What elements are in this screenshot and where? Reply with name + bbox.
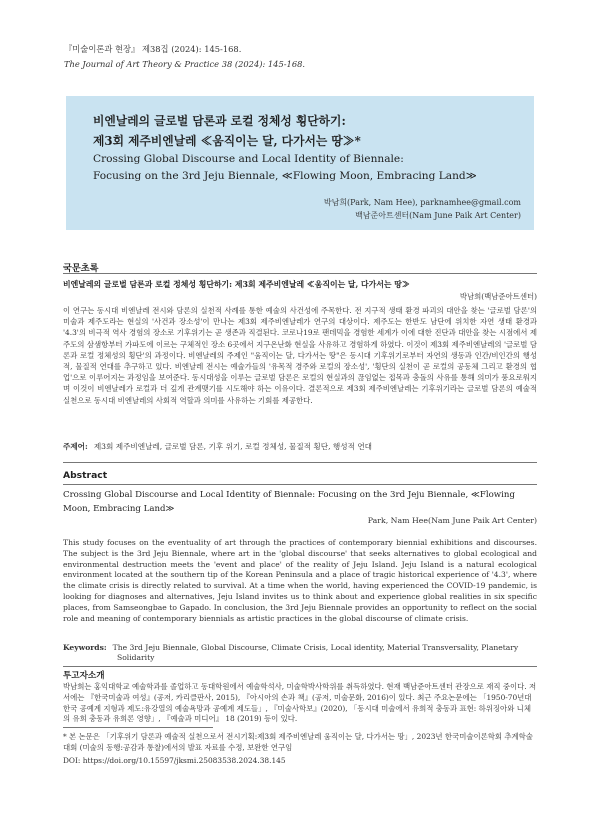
korean-abstract-affiliation: 박남희(백남준아트센터) — [459, 292, 537, 301]
english-abstract-body: This study focuses on the eventuality of art through the practices of contemporary biennial exhibitions and discourses. The subject is the 3rd Jeju Biennale, where art in the 'global discourse' that seeks alternatives to global ecological and environmental destruction meets the 'event and place' of the reality of Jeju Island. Jeju Island is a natural ecological environment located at the southern tip of the Korean Peninsula and a place of tragic historical experience of '4.3', where the climate crisis is directly related to survival. At a time when the world, having experienced the COVID-19 pandemic, is looking for diagnoses and alternatives, Jeju Island invites us to think about and experience global realities in six specific places, from Samseongbae to Gapado. In conclusion, the 3rd Jeju Biennale provides an opportunity to reflect on the social role and meaning of contemporary biennials as artistic practices in the global discourse of climate crisis. — [63, 538, 537, 623]
english-keywords — [63, 643, 537, 664]
title-en-line2: Focusing on the 3rd Jeju Biennale, ≪Flowing Moon, Embracing Land≫ — [93, 170, 477, 182]
divider — [63, 484, 537, 485]
keywords-list: The 3rd Jeju Biennale, Global Discourse, Climate Crisis, Local identity, Material Transversality, Planetary Solidarity — [112, 643, 519, 663]
korean-abstract-body: 이 연구는 동시대 비엔날레 전시와 담론의 실천적 사례를 통한 예술의 사건성에 주목한다. 전 지구적 생태 환경 파괴의 대안을 찾는 '글로벌 담론'의 미술과 제주도라는 현실의 '사건과 장소성'이 만나는 제3회 제주비엔날레가 연구의 대상이다. 제주도는 한반도 남단에 위치한 자연 생태 환경과 '4.3'의 비극적 역사 경험의 장소로 기후위기는 곧 생존과 직결된다. 코로나19로 팬데믹을 경험한 세계가 이에 대한 진단과 대안을 찾는 시점에서 제주도의 삼샘항부터 가파도에 이르는 구체적인 장소 6곳에서 지구온난화 현실을 사유하고 경험하게 하였다. 이것이 제3회 제주비엔날레의 '글로벌 담론과 로컬 정체성의 횡단'의 과정이다. 비엔날레의 주제인 "움직이는 달, 다가서는 땅"은 동시대 기후위기로부터 자연의 생동과 인간/비인간의 행성적, 물질적 연대를 추구하고 있다. 비엔날레 전시는 예술가들의 '유목적 경주와 로컬의 장소성', '횡단의 실천이 곧 로컬의 공동체 그리고 환경의 협업'으로 이루어지는 과정임을 보여준다. 동시대성을 이루는 글로벌 담론은 로컬의 현실과의 끊임없는 접목과 충돌의 사유를 통해 의미가 풍요로워지며 이것이 비엔날레가 로컬과 더 깊게 관계맺기를 시도해야 하는 이유이다. 결론적으로 제3회 제주비엔날레는 기후위기라는 글로벌 담론의 예술적 실천으로 동시대 비엔날레의 사회적 역할과 의미를 사유하는 기회를 제공한다. — [63, 306, 537, 405]
keywords-list: 제3회 제주비엔날레, 글로벌 담론, 기후 위기, 로컬 정체성, 물질적 횡단, 행성적 연대 — [93, 442, 372, 451]
keywords-label: 주제어: — [63, 442, 88, 451]
title-box — [66, 96, 534, 230]
korean-abstract-heading: 국문초록 — [63, 263, 99, 274]
divider — [63, 273, 537, 274]
footnote-divider — [63, 727, 213, 728]
english-abstract-author: Park, Nam Hee(Nam June Paik Art Center) — [367, 516, 537, 525]
divider — [63, 462, 537, 463]
contributor-heading: 투고자소개 — [63, 671, 105, 681]
english-abstract-heading: Abstract — [63, 470, 108, 481]
footnote: * 본 논문은 「기후위기 담론과 예술적 실천으로서 전시기획:제3회 제주비엔날레 움직이는 달, 다가서는 땅」, 2023년 한국미술이론학회 추계학술대회 (미술의 동행:공감과 통찰)에서의 발표 자료를 수정, 보완한 연구임 — [63, 732, 533, 752]
title-en-line1: Crossing Global Discourse and Local Identity of Biennale: — [93, 153, 404, 165]
journal-citation-en: The Journal of Art Theory & Practice 38 (2024): 145-168. — [64, 59, 306, 69]
title-ko-line1: 비엔날레의 글로벌 담론과 로컬 정체성 횡단하기: — [93, 114, 346, 128]
contributor-body: 박남희는 홍익대학교 예술학과를 졸업하고 동대학원에서 예술학석사, 미술학박사학위를 취득하였다. 현재 백남준아트센터 관장으로 재직 중이다. 저서에는 『한국미술과 여성』(공저, 카리클판사, 2015), 『아시아의 손과 책』(공저, 미술문화, 2016)이 있다. 최근 주요논문에는 「1950-70년대 한국 공예계 지형과 제도:유강열의 예술욕망과 공예계 제도들」, 『미술사학보』(2020), 「동시대 미술에서 유희적 충동과 표현: 하위징아와 니체의 유희 충동과 유희론 영향」, 『예술과 미디어』 18 (2019) 등이 있다. — [63, 682, 537, 724]
keywords-label: Keywords: — [63, 643, 107, 652]
author-name-email: 박남희(Park, Nam Hee), parknamhee@gmail.com — [323, 198, 521, 207]
korean-abstract-title: 비엔날레의 글로벌 담론과 로컬 정체성 횡단하기: 제3회 제주비엔날레 ≪움직이는 달, 다가서는 땅≫ — [63, 280, 410, 289]
title-ko-line2: 제3회 제주비엔날레 ≪움직이는 달, 다가서는 땅≫* — [93, 134, 361, 148]
author-affiliation: 백남준아트센터(Nam June Paik Art Center) — [355, 211, 521, 220]
doi-link[interactable]: DOI: https://doi.org/10.15597/jksmi.25083538.2024.38.145 — [63, 756, 286, 765]
korean-keywords — [63, 441, 372, 452]
english-abstract-title: Crossing Global Discourse and Local Identity of Biennale: Focusing on the 3rd Jeju Biennale, ≪Flowing Moon, Embracing Land≫ — [63, 490, 515, 514]
journal-citation-ko: 『미술이론과 현장』 제38집 (2024): 145-168. — [64, 44, 242, 54]
divider — [63, 666, 537, 667]
